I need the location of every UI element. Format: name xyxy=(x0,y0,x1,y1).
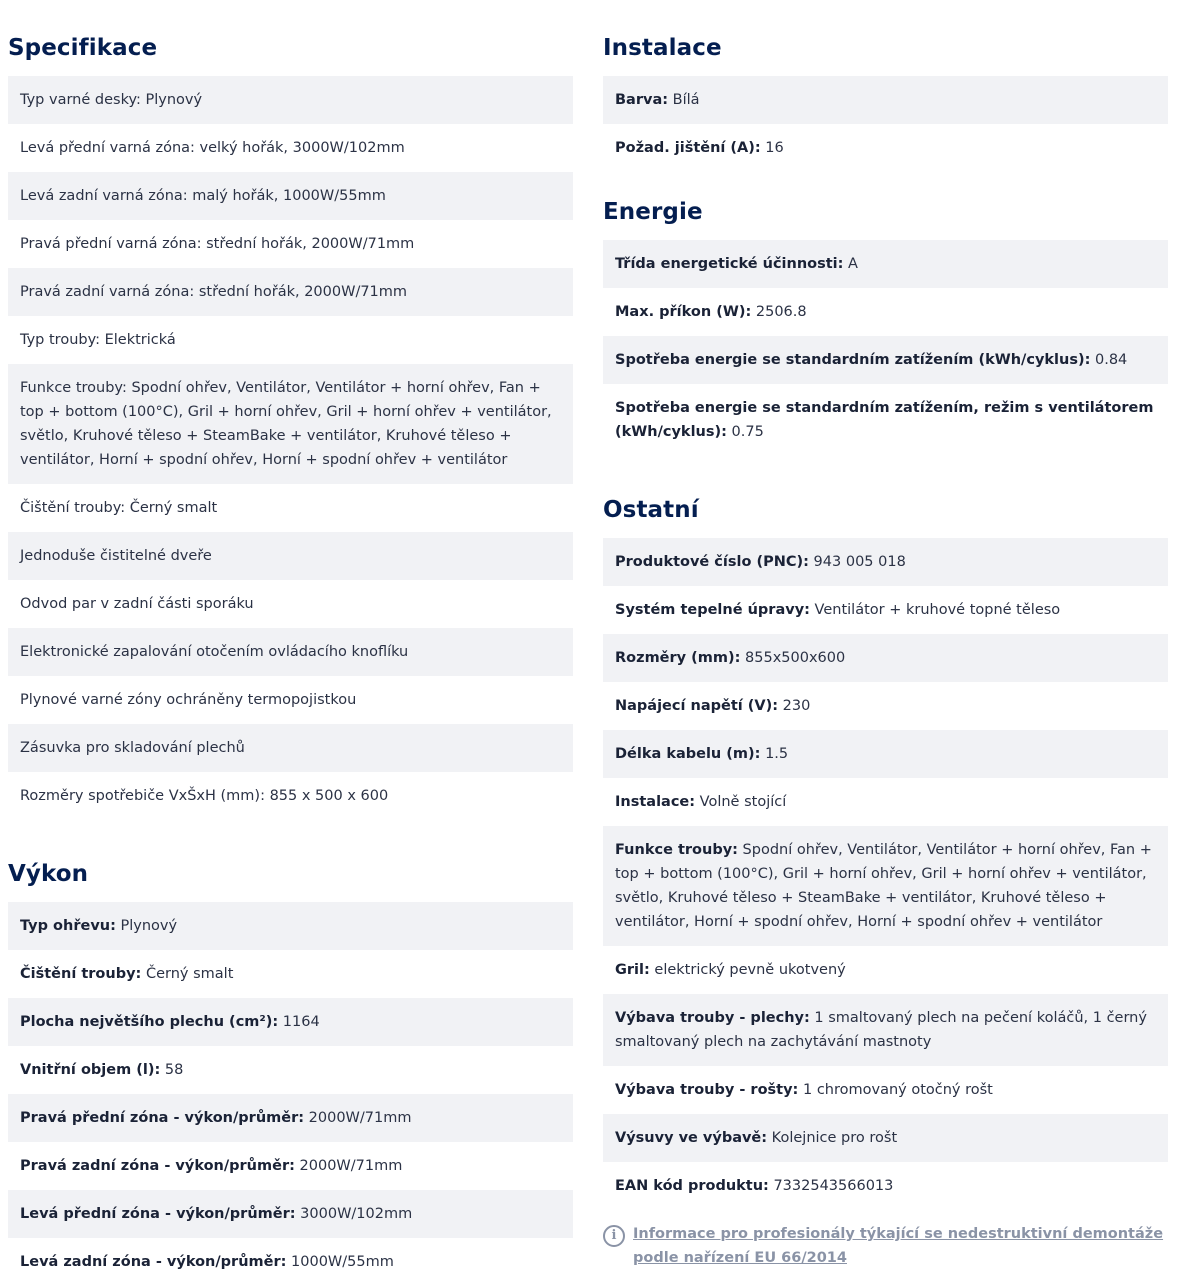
row-key: Pravá přední zóna - výkon/průměr: xyxy=(20,1110,305,1126)
row-key: Systém tepelné úpravy: xyxy=(615,602,810,618)
row-key: Rozměry (mm): xyxy=(615,650,741,666)
row-key: Instalace: xyxy=(615,794,696,810)
ostatni-row xyxy=(603,778,1168,826)
section-title-vykon: Výkon xyxy=(8,861,89,887)
row-value: Kolejnice pro rošt xyxy=(767,1130,898,1146)
row-key: Spotřeba energie se standardním zatížením (kWh/cyklus): xyxy=(615,352,1091,368)
spec-row: Levá zadní varná zóna: malý hořák, 1000W/55mm xyxy=(8,172,573,220)
vykon-list xyxy=(8,902,573,1286)
ostatni-row xyxy=(603,730,1168,778)
ostatni-row xyxy=(603,586,1168,634)
ostatni-list xyxy=(603,538,1168,1210)
row-key: Pravá zadní zóna - výkon/průměr: xyxy=(20,1158,295,1174)
energie-list xyxy=(603,240,1168,456)
row-value: 1 chromovaný otočný rošt xyxy=(798,1082,993,1098)
spec-row: Funkce trouby: Spodní ohřev, Ventilátor, Ventilátor + horní ohřev, Fan + top + bottom (100°C), Gril + horní ohřev, Gril + horní ohřev + ventilátor, světlo, Kruhové těleso + SteamBake + ventilátor, Kruhové těleso + ventilátor, Horní + spodní ohřev, Horní + spodní ohřev + ventilátor xyxy=(8,364,573,484)
row-value: 230 xyxy=(778,698,811,714)
info-icon: i xyxy=(603,1225,625,1247)
instalace-row xyxy=(603,76,1168,124)
ostatni-row xyxy=(603,946,1168,994)
ostatni-row xyxy=(603,1066,1168,1114)
row-key: Délka kabelu (m): xyxy=(615,746,761,762)
vykon-row xyxy=(8,998,573,1046)
row-value: 58 xyxy=(160,1062,184,1078)
ostatni-row xyxy=(603,538,1168,586)
row-value: 16 xyxy=(760,140,784,156)
row-key: Levá zadní zóna - výkon/průměr: xyxy=(20,1254,287,1270)
row-value: 2000W/71mm xyxy=(294,1158,403,1174)
row-key: Barva: xyxy=(615,92,669,108)
vykon-row xyxy=(8,1190,573,1238)
spec-row: Pravá zadní varná zóna: střední hořák, 2000W/71mm xyxy=(8,268,573,316)
ostatni-row xyxy=(603,994,1168,1066)
ostatni-row xyxy=(603,826,1168,946)
energie-row xyxy=(603,240,1168,288)
ostatni-row xyxy=(603,1114,1168,1162)
row-value: 1 smaltovaný plech na pečení koláčů, 1 černý smaltovaný plech na zachytávání mastnoty xyxy=(615,1010,1147,1050)
left-column xyxy=(8,30,573,1286)
specifikace-list xyxy=(8,76,573,820)
row-key: Třída energetické účinnosti: xyxy=(615,256,844,272)
row-key: Požad. jištění (A): xyxy=(615,140,761,156)
row-key: Spotřeba energie se standardním zatížením, režim s ventilátorem (kWh/cyklus): xyxy=(615,400,1154,440)
ostatni-row xyxy=(603,1162,1168,1210)
row-value: 2506.8 xyxy=(751,304,807,320)
row-key: Čištění trouby: xyxy=(20,966,142,982)
row-key: Výbava trouby - plechy: xyxy=(615,1010,810,1026)
vykon-row xyxy=(8,1142,573,1190)
row-key: Výbava trouby - rošty: xyxy=(615,1082,799,1098)
row-key: Typ ohřevu: xyxy=(20,918,116,934)
row-value: Volně stojící xyxy=(695,794,787,810)
row-key: Výsuvy ve výbavě: xyxy=(615,1130,768,1146)
vykon-row xyxy=(8,1046,573,1094)
energie-row xyxy=(603,384,1168,456)
row-value: elektrický pevně ukotvený xyxy=(649,962,846,978)
row-value: 855x500x600 xyxy=(740,650,846,666)
spec-row: Plynové varné zóny ochráněny termopojistkou xyxy=(20,692,357,708)
ostatni-row xyxy=(603,634,1168,682)
vykon-row xyxy=(8,1094,573,1142)
spec-row: Jednoduše čistitelné dveře xyxy=(8,532,573,580)
row-key: Produktové číslo (PNC): xyxy=(615,554,809,570)
row-value: 0.84 xyxy=(1090,352,1128,368)
row-value: Bílá xyxy=(668,92,700,108)
row-key: Max. příkon (W): xyxy=(615,304,752,320)
row-key: Napájecí napětí (V): xyxy=(615,698,779,714)
row-key: Funkce trouby: xyxy=(615,842,738,858)
spec-row: Pravá přední varná zóna: střední hořák, 2000W/71mm xyxy=(20,236,415,252)
vykon-row xyxy=(8,950,573,998)
spec-row: Rozměry spotřebiče VxŠxH (mm): 855 x 500 x 600 xyxy=(20,788,389,804)
energie-row xyxy=(603,288,1168,336)
spec-row: Zásuvka pro skladování plechů xyxy=(8,724,573,772)
section-title-specifikace: Specifikace xyxy=(8,35,158,61)
section-title-instalace: Instalace xyxy=(603,35,722,61)
section-title-ostatni: Ostatní xyxy=(603,497,699,523)
row-value: A xyxy=(843,256,858,272)
spec-row: Elektronické zapalování otočením ovládacího knoflíku xyxy=(8,628,573,676)
info-block xyxy=(603,1222,1168,1270)
spec-row: Čištění trouby: Černý smalt xyxy=(20,500,218,516)
row-key: Gril: xyxy=(615,962,650,978)
row-key: EAN kód produktu: xyxy=(615,1178,769,1194)
row-value: Černý smalt xyxy=(141,966,234,982)
spec-row: Typ varné desky: Plynový xyxy=(8,76,573,124)
row-value: 1000W/55mm xyxy=(286,1254,394,1270)
instalace-row xyxy=(603,124,1168,172)
ostatni-row xyxy=(603,682,1168,730)
row-value: Plynový xyxy=(115,918,178,934)
energie-row xyxy=(603,336,1168,384)
row-value: 1164 xyxy=(278,1014,320,1030)
row-value: 3000W/102mm xyxy=(295,1206,413,1222)
row-key: Levá přední zóna - výkon/průměr: xyxy=(20,1206,296,1222)
vykon-row xyxy=(8,1238,573,1286)
row-value: 943 005 018 xyxy=(808,554,906,570)
row-value: 7332543566013 xyxy=(768,1178,894,1194)
row-value: Ventilátor + kruhové topné těleso xyxy=(809,602,1061,618)
vykon-row xyxy=(8,902,573,950)
row-value: 2000W/71mm xyxy=(304,1110,412,1126)
row-key: Plocha největšího plechu (cm²): xyxy=(20,1014,279,1030)
info-link[interactable]: Informace pro profesionály týkající se nedestruktivní demontáže podle nařízení EU 66/2014 xyxy=(633,1226,1164,1266)
spec-row: Odvod par v zadní části sporáku xyxy=(20,596,254,612)
row-key: Vnitřní objem (l): xyxy=(20,1062,161,1078)
spec-row: Levá přední varná zóna: velký hořák, 3000W/102mm xyxy=(20,140,405,156)
row-value: Spodní ohřev, Ventilátor, Ventilátor + horní ohřev, Fan + top + bottom (100°C), Gril + horní ohřev, Gril + horní ohřev + ventilátor, světlo, Kruhové těleso + SteamBake + ventilátor, Kruhové těleso + ventilátor, Horní + spodní ohřev, Horní + spodní ohřev + ventilátor xyxy=(615,842,1152,930)
right-column xyxy=(603,30,1168,1270)
row-value: 1.5 xyxy=(760,746,789,762)
row-value: 0.75 xyxy=(726,424,764,440)
section-title-energie: Energie xyxy=(603,199,703,225)
instalace-list xyxy=(603,76,1168,172)
spec-row: Typ trouby: Elektrická xyxy=(20,332,176,348)
